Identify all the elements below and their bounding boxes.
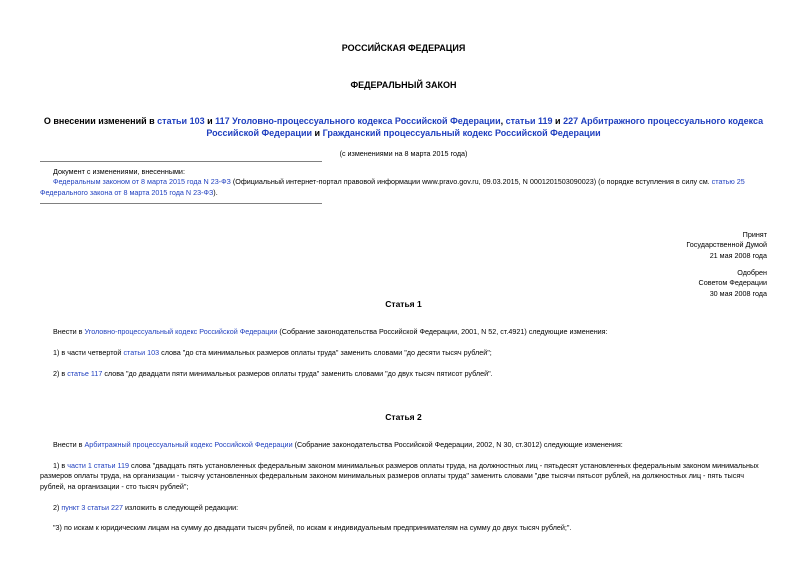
title-text-5: и	[312, 127, 323, 138]
changes-intro: Документ с изменениями, внесенными:	[53, 167, 185, 176]
article-2-item-1	[40, 461, 767, 492]
approved-body: Советом Федерации	[698, 278, 767, 288]
a2-intro-text-2: (Собрание законодательства Российской Федерации, 2002, N 30, ст.3012) следующие изменения:	[292, 440, 623, 449]
changes-block	[40, 167, 767, 198]
a1-intro-text-1: Внести в	[53, 327, 85, 336]
changes-item	[40, 177, 767, 198]
a1-item1-text-2: слова "до ста минимальных размеров оплаты труда" заменить словами "до десяти тысяч рублей";	[159, 348, 492, 357]
title-link-apk-227[interactable]: 227 Арбитражного процессуального кодекса Российской Федерации	[206, 116, 764, 138]
title-text-3: ,	[500, 116, 506, 126]
adopted-body: Государственной Думой	[686, 240, 767, 250]
article-2-item-3	[40, 523, 767, 533]
changes-link-article-25[interactable]: статью 25 Федерального закона от 8 марта 2015 года N 23-ФЗ	[40, 177, 745, 197]
title-link-article-103[interactable]: статьи 103	[157, 116, 205, 126]
article-2-item-2	[40, 503, 767, 513]
title-link-upk-117[interactable]: 117 Уголовно-процессуального кодекса Российской Федерации	[215, 116, 501, 126]
title-text-4: и	[552, 116, 564, 126]
article-1-item-2	[40, 369, 767, 379]
approved-block	[699, 268, 767, 299]
country-heading: РОССИЙСКАЯ ФЕДЕРАЦИЯ	[341, 43, 466, 53]
adopted-date: 21 мая 2008 года	[709, 250, 767, 260]
title-text-1: О внесении изменений в	[43, 116, 158, 126]
changes-top-rule	[40, 161, 322, 162]
edition-note: (с изменениями на 8 марта 2015 года)	[339, 149, 468, 158]
changes-link-law[interactable]: Федеральным законом от 8 марта 2015 года N 23-ФЗ	[53, 177, 231, 187]
law-type-heading: ФЕДЕРАЛЬНЫЙ ЗАКОН	[350, 80, 457, 90]
law-title	[40, 116, 767, 139]
a1-item2-text-1: 2) в	[53, 369, 68, 378]
changes-text-2: ).	[213, 187, 218, 197]
a2-item2-text-2: изложить в следующей редакции:	[123, 503, 239, 512]
a1-item2-link[interactable]: статье 117	[67, 369, 103, 378]
article-1-intro	[40, 327, 767, 337]
article-2-heading: Статья 2	[385, 412, 422, 422]
a2-intro-text-1: Внести в	[53, 440, 85, 449]
a2-item1-link[interactable]: части 1 статьи 119	[67, 461, 129, 470]
article-1-heading: Статья 1	[385, 299, 422, 309]
a1-item2-text-2: слова "до двадцати пяти минимальных размеров оплаты труда" заменить словами "до двух тысяч пятисот рублей".	[102, 369, 493, 378]
changes-text-1: (Официальный интернет-портал правовой информации www.pravo.gov.ru, 09.03.2015, N 0001201503090023) (о порядке вступления в силу см.	[230, 177, 712, 187]
a2-intro-link-apk[interactable]: Арбитражный процессуальный кодекс Российской Федерации	[84, 440, 293, 449]
a1-item1-text-1: 1) в части четвертой	[53, 348, 124, 357]
a1-item1-link[interactable]: статьи 103	[123, 348, 160, 357]
a1-intro-text-2: (Собрание законодательства Российской Федерации, 2001, N 52, ст.4921) следующие изменения:	[277, 327, 608, 336]
article-1-item-1	[40, 348, 767, 358]
a2-item2-link[interactable]: пункт 3 статьи 227	[61, 503, 124, 512]
adopted-label: Принят	[742, 230, 767, 239]
a2-item2-text-1: 2)	[53, 503, 62, 512]
a1-intro-link-upk[interactable]: Уголовно-процессуальный кодекс Российской Федерации	[84, 327, 278, 336]
a2-item1-text-2: слова "двадцать пять установленных федеральным законом минимальных размеров оплаты труда, на должностных лиц - пятьдесят установленных федеральным законом минимальных размеров оплаты труда, на организации - тысячу установленных федеральным законом минимальных размеров оплаты труда" заменить словами "две тысячи пятьсот рублей, на должностных лиц - пять тысяч рублей, на организации - сто тысяч рублей";	[40, 461, 759, 491]
title-link-gpk[interactable]: Гражданский процессуальный кодекс Российской Федерации	[322, 127, 601, 138]
approved-date: 30 мая 2008 года	[709, 288, 767, 298]
approved-label: Одобрен	[737, 268, 767, 277]
adopted-block	[686, 230, 767, 261]
title-link-article-119[interactable]: статьи 119	[505, 116, 553, 126]
changes-bottom-rule	[40, 203, 322, 204]
a2-item3-text: "3) по искам к юридическим лицам на сумму до двадцати тысяч рублей, по искам к индивидуальным предпринимателям на сумму до двух тысяч рублей;".	[53, 523, 572, 532]
article-2-intro	[40, 440, 767, 450]
title-text-2: и	[204, 116, 216, 126]
a2-item1-text-1: 1) в	[53, 461, 68, 470]
